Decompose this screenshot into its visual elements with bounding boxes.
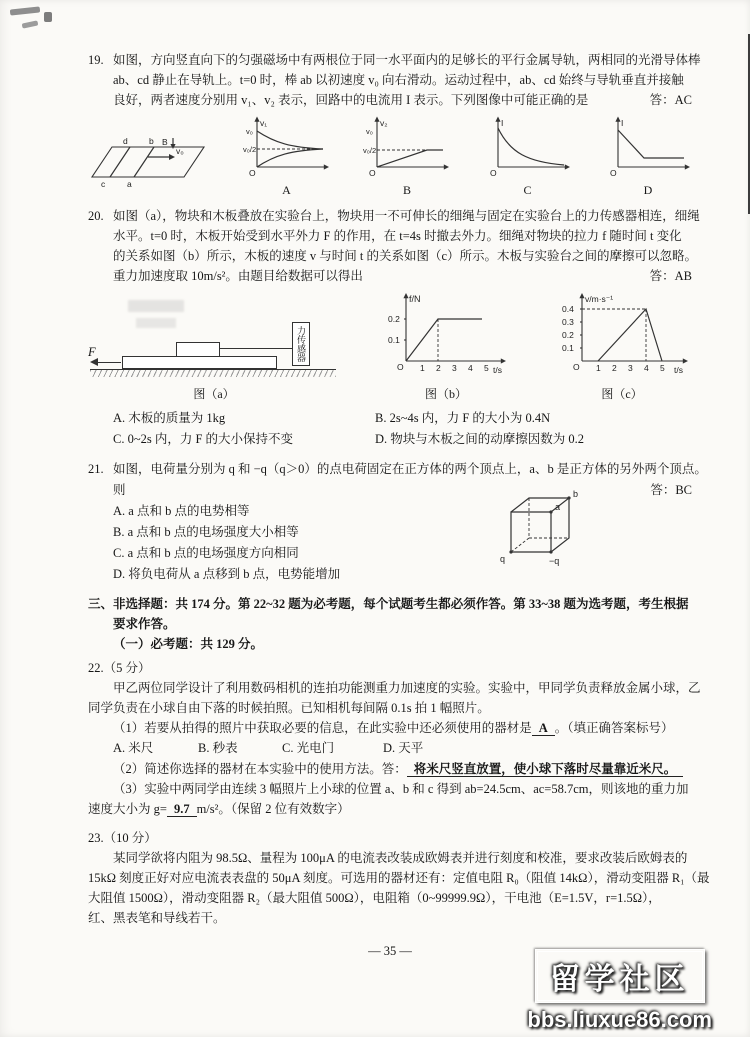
question-22-sub-2 bbox=[88, 759, 692, 779]
figure-c-graph bbox=[552, 291, 692, 383]
option-D: D. 物块与木板之间的动摩擦因数为 0.2 bbox=[375, 432, 585, 446]
question-20 bbox=[88, 206, 700, 450]
question-21-answer: 答：BC bbox=[650, 483, 692, 497]
block bbox=[176, 342, 220, 357]
graph-B bbox=[363, 115, 451, 179]
origin-label: O bbox=[573, 362, 580, 372]
question-22-para-line-1: 甲乙两位同学设计了利用数码相机的连拍功能测重力加速度的实验。实验中，甲同学负责释放金属小球，乙 bbox=[113, 681, 701, 695]
question-23-line-1: 某同学欲将内阻为 98.5Ω、量程为 100μA 的电流表改装成欧姆表并进行刻度和校准，要求改装后欧姆表的 bbox=[113, 851, 688, 865]
sub-1-text: （1）若要从拍得的照片中获取必要的信息，在此实验中还必须使用的器材是 bbox=[113, 721, 532, 735]
question-20-line-1 bbox=[88, 206, 700, 226]
option-graph-A bbox=[243, 115, 331, 197]
charge-negative-q-label: −q bbox=[549, 556, 560, 566]
string bbox=[219, 348, 293, 349]
option-A: A. 木板的质量为 1kg bbox=[113, 411, 226, 425]
question-19-text-1: 如图，方向竖直向下的匀强磁场中有两根位于同一水平面内的足够长的平行金属导轨，两相同的光滑导体棒 bbox=[113, 53, 701, 67]
origin-label: O bbox=[610, 168, 617, 178]
vertex-d-label: d bbox=[123, 136, 128, 146]
vertex-c-label: c bbox=[101, 179, 106, 189]
option-graph-B bbox=[363, 115, 451, 197]
question-20-figures bbox=[88, 291, 692, 401]
option-C: C. a 点和 b 点的电场强度方向相同 bbox=[113, 546, 299, 560]
sub-2-text: （2）简述你选择的器材在本实验中的使用方法。答： bbox=[113, 762, 407, 776]
ground bbox=[90, 369, 336, 377]
question-20-answer: 答：AB bbox=[649, 269, 692, 283]
plank bbox=[122, 356, 277, 369]
question-19-line-2: ab、cd 静止在导轨上。t=0 时，棒 ab 以初速度 v₀ 向右滑动。运动过程中，ab、cd 始终与导轨垂直并接触 bbox=[113, 73, 684, 87]
graph-D bbox=[604, 115, 692, 179]
question-21-number: 21. bbox=[88, 462, 104, 476]
scan-artifact bbox=[44, 12, 52, 22]
charge-q-label: q bbox=[500, 554, 506, 564]
tick-0-1: 0.1 bbox=[388, 335, 400, 345]
tick-v0-half: v₀/2 bbox=[242, 145, 256, 154]
page-number: — 35 — bbox=[368, 944, 412, 958]
option-B: B. a 点和 b 点的电场强度大小相等 bbox=[113, 525, 299, 539]
question-23-line-4: 红、黑表笔和导线若干。 bbox=[88, 911, 226, 925]
question-21-text-1: 如图，电荷量分别为 q 和 −q（q＞0）的点电荷固定在正方体的两个顶点上，a、b 是正方体的另外两个顶点。 bbox=[113, 462, 707, 476]
origin-label: O bbox=[248, 168, 256, 178]
rail-diagram bbox=[88, 135, 210, 193]
option-graph-D bbox=[604, 115, 692, 197]
vertex-b-label: b bbox=[149, 136, 154, 146]
y-axis-label: I bbox=[500, 118, 503, 128]
tick-0-3: 0.3 bbox=[562, 317, 574, 327]
section-3-heading-line-2: 要求作答。 bbox=[113, 617, 176, 631]
option-B: B. 2s~4s 内，力 F 的大小为 0.4N bbox=[375, 411, 551, 425]
question-22-para-line-2: 同学负责在小球自由下落的时候拍照。已知相机每间隔 0.1s 拍 1 幅照片。 bbox=[88, 701, 490, 715]
question-22-sub-1 bbox=[88, 718, 692, 738]
tick-0-2: 0.2 bbox=[562, 330, 574, 340]
x-tick-4: 4 bbox=[468, 363, 473, 373]
question-20-options-row-1 bbox=[88, 408, 692, 429]
origin-label: O bbox=[397, 362, 404, 372]
question-20-options-row-2 bbox=[88, 429, 692, 450]
sub-1-post: 。（填正确答案标号） bbox=[554, 721, 674, 735]
graph-B-caption: B bbox=[402, 183, 411, 197]
question-19-text-3: 良好，两者速度分别用 v₁、v₂ 表示，回路中的电流用 I 表示。下列图像中可能正确的是 bbox=[113, 93, 589, 107]
question-19-line-3 bbox=[88, 90, 692, 110]
x-tick-5: 5 bbox=[660, 363, 665, 373]
figure-b-graph bbox=[382, 291, 510, 383]
graph-A bbox=[243, 115, 331, 179]
x-axis-label: t/s bbox=[493, 365, 502, 375]
force-F-label: F bbox=[88, 345, 96, 359]
y-axis-label: f/N bbox=[409, 294, 421, 304]
option-A: A. a 点和 b 点的电势相等 bbox=[113, 504, 250, 518]
question-23-line-3: 大阻值 1500Ω），滑动变阻器 R₂（最大阻值 500Ω），电阻箱（0~99999.9Ω），干电池（E=1.5V，r=1.5Ω）， bbox=[88, 891, 661, 905]
figure-a-caption: 图（a） bbox=[193, 387, 235, 401]
watermark-logo: 留学社区 bbox=[535, 949, 705, 1003]
scan-artifact bbox=[22, 20, 39, 28]
figure-a-diagram bbox=[88, 309, 338, 387]
question-20-line-4 bbox=[88, 266, 692, 286]
vertex-a-label: a bbox=[555, 502, 561, 512]
question-19 bbox=[88, 50, 701, 197]
force-F-arrow bbox=[97, 362, 121, 363]
cube-figure bbox=[496, 485, 588, 569]
question-22-number: 22.（5 分） bbox=[88, 661, 151, 675]
tick-0-1: 0.1 bbox=[562, 343, 574, 353]
v0-label: v₀ bbox=[176, 146, 184, 156]
graph-C-caption: C bbox=[523, 183, 532, 197]
question-22-options bbox=[88, 738, 692, 759]
tick-v0: v₀ bbox=[245, 127, 253, 136]
origin-label: O bbox=[369, 168, 376, 178]
question-19-number: 19. bbox=[88, 53, 104, 67]
question-23-number: 23.（10 分） bbox=[88, 831, 157, 845]
origin-label: O bbox=[489, 168, 497, 178]
graph-A-caption: A bbox=[282, 183, 291, 197]
graph-D-caption: D bbox=[643, 183, 653, 197]
x-tick-1: 1 bbox=[596, 363, 601, 373]
question-22-sub-3-line-1: （3）实验中两同学由连续 3 幅照片上小球的位置 a、b 和 c 得到 ab=24.5cm、ac=58.7cm，则该地的重力加 bbox=[113, 782, 689, 796]
question-19-figures bbox=[88, 115, 692, 197]
question-23-line-2: 15kΩ 刻度正好对应电流表表盘的 50μA 刻度。可选用的器材还有：定值电阻 R₀（阻值 14kΩ），滑动变阻器 R₁（最 bbox=[88, 871, 710, 885]
graph-C bbox=[484, 115, 572, 179]
vertex-a-label: a bbox=[127, 179, 132, 189]
sub-1-answer: A bbox=[532, 721, 555, 736]
watermark-url: bbs.liuxue86.com bbox=[527, 1007, 712, 1032]
tick-0-4: 0.4 bbox=[562, 304, 574, 314]
vertex-b-label: b bbox=[573, 489, 579, 499]
x-tick-2: 2 bbox=[612, 363, 617, 373]
question-20-text-4: 重力加速度取 10m/s²。由题目给数据可以得出 bbox=[113, 269, 363, 283]
field-label: B bbox=[162, 137, 168, 147]
y-axis-label: v/m·s⁻¹ bbox=[585, 294, 614, 304]
option-graph-C bbox=[484, 115, 572, 197]
sub-2-answer: 将米尺竖直放置，使小球下落时尽量靠近米尺。 bbox=[407, 762, 684, 777]
section-3-subheading: （一）必考题：共 129 分。 bbox=[113, 637, 264, 651]
figure-c bbox=[552, 291, 692, 401]
option-D: D. 天平 bbox=[383, 741, 424, 755]
option-D: D. 将负电荷从 a 点移到 b 点，电势能增加 bbox=[113, 567, 341, 581]
x-tick-5: 5 bbox=[484, 363, 489, 373]
question-21 bbox=[88, 459, 707, 585]
tick-v0: v₀ bbox=[366, 127, 373, 136]
question-23 bbox=[88, 828, 710, 928]
question-22 bbox=[88, 658, 701, 819]
x-tick-2: 2 bbox=[436, 363, 441, 373]
question-21-line-1 bbox=[88, 459, 707, 480]
question-22-sub-3-line-2 bbox=[88, 799, 692, 819]
figure-c-caption: 图（c） bbox=[601, 387, 643, 401]
page-content bbox=[88, 50, 710, 959]
sub-3-text: 速度大小为 g= bbox=[88, 802, 167, 816]
x-tick-3: 3 bbox=[628, 363, 633, 373]
question-19-line-1 bbox=[88, 50, 701, 70]
sub-3-post: m/s²。（保留 2 位有效数字） bbox=[196, 802, 350, 816]
figure-a bbox=[88, 309, 340, 401]
question-20-text-1: 如图（a），物块和木板叠放在实验台上，物块用一不可伸长的细绳与固定在实验台上的力传感器相连，细绳 bbox=[113, 209, 700, 223]
force-sensor: 力传感器 bbox=[292, 322, 310, 366]
question-20-line-2: 水平。t=0 时，木板开始受到水平外力 F 的作用，在 t=4s 时撤去外力。细绳对物块的拉力 f 随时间 t 变化 bbox=[113, 229, 682, 243]
figure-b bbox=[382, 291, 510, 401]
question-20-number: 20. bbox=[88, 209, 104, 223]
rail-figure bbox=[88, 135, 210, 197]
y-axis-label: I bbox=[621, 118, 624, 128]
question-21-line-2 bbox=[88, 480, 692, 501]
option-C: C. 光电门 bbox=[282, 741, 335, 755]
question-20-line-3: 的关系如图（b）所示，木板的速度 v 与时间 t 的关系如图（c）所示。木板与实验台之间的摩擦可以忽略。 bbox=[113, 249, 698, 263]
x-axis-label: t/s bbox=[674, 365, 683, 375]
tick-0-2: 0.2 bbox=[388, 314, 400, 324]
figure-b-caption: 图（b） bbox=[424, 387, 467, 401]
question-19-answer: 答：AC bbox=[649, 93, 692, 107]
x-tick-3: 3 bbox=[452, 363, 457, 373]
scan-artifact bbox=[10, 6, 40, 15]
option-B: B. 秒表 bbox=[198, 741, 238, 755]
watermark bbox=[527, 949, 712, 1033]
sub-3-answer: 9.7 bbox=[167, 802, 197, 817]
x-tick-4: 4 bbox=[644, 363, 649, 373]
y-axis-label: v₂ bbox=[380, 118, 388, 128]
tick-v0-half: v₀/2 bbox=[363, 146, 377, 155]
question-21-text-2: 则 bbox=[113, 483, 126, 497]
option-A: A. 米尺 bbox=[113, 741, 154, 755]
option-C: C. 0~2s 内，力 F 的大小保持不变 bbox=[113, 432, 294, 446]
x-tick-1: 1 bbox=[420, 363, 425, 373]
section-3-heading-line-1: 三、非选择题：共 174 分。第 22~32 题为必考题，每个试题考生都必须作答。第 33~38 题为选考题，考生根据 bbox=[88, 597, 689, 611]
y-axis-label: v₁ bbox=[259, 118, 267, 128]
